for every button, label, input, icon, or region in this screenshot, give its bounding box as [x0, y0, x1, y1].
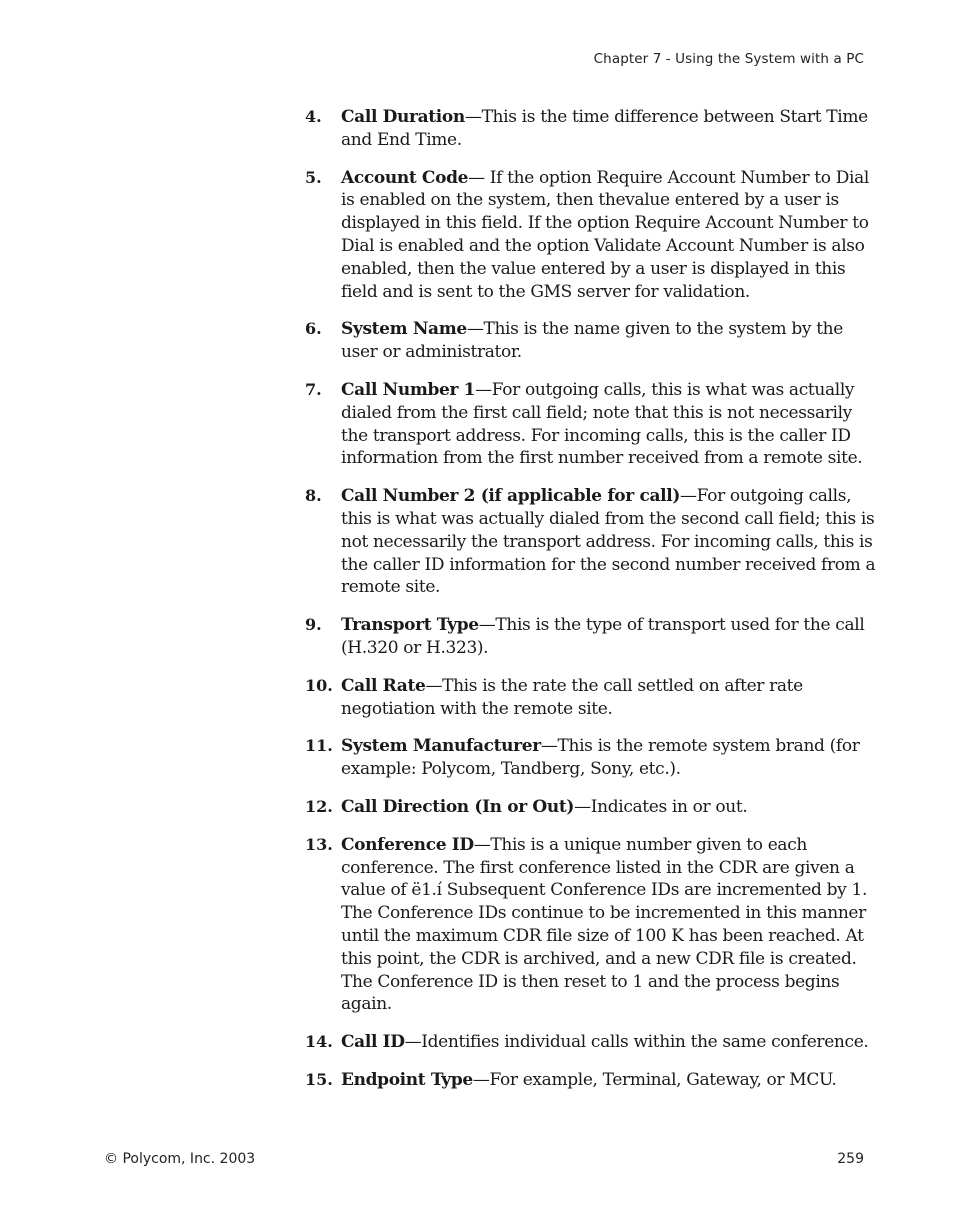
list-item: [305, 106, 877, 152]
item-term: Call Number 2 (if applicable for call): [341, 486, 681, 507]
item-description: —This is the remote system brand (for example: Polycom, Tandberg, Sony, etc.).: [341, 736, 860, 780]
item-description: —For example, Terminal, Gateway, or MCU.: [472, 1069, 837, 1090]
item-term: System Name: [341, 319, 467, 340]
list-item: [305, 485, 877, 599]
list-item: [305, 379, 877, 470]
item-number: 6.: [305, 319, 322, 339]
item-term: Call Number 1: [341, 379, 476, 400]
item-number: 4.: [305, 107, 322, 126]
item-number: 12.: [305, 796, 333, 816]
item-description: —Identifies individual calls within the same conference.: [404, 1032, 869, 1053]
running-header: Chapter 7 - Using the System with a PC: [593, 51, 864, 67]
item-number: 13.: [305, 834, 333, 854]
item-description: —This is the type of transport used for the call (H.320 or H.323).: [341, 615, 865, 658]
item-description: —Indicates in or out.: [574, 796, 748, 817]
list-item: [305, 796, 877, 819]
item-description: —This is a unique number given to each conference. The first conference listed in the CDR are given a value of ë1.í Subsequent Conference IDs are incremented by 1. The Conference IDs continue to be incremented in this manner until the maximum CDR file size of 100 K has been reached. At this point, the CDR is archived, and a new CDR file is created. The Conference ID is then reset to 1 and the process begins again.: [341, 834, 868, 1015]
item-term: Call Rate: [341, 675, 426, 696]
item-term: System Manufacturer: [341, 736, 541, 757]
list-item: [305, 318, 877, 364]
footer-copyright: © Polycom, Inc. 2003: [104, 1151, 256, 1167]
item-number: 11.: [305, 736, 333, 756]
item-number: 8.: [305, 486, 322, 506]
item-number: 10.: [305, 675, 333, 695]
item-description: — If the option Require Account Number to Dial is enabled on the system, then thevalue entered by a user is displayed in this field. If the option Require Account Number to Dial is enabled and the option Validate Account Number is also enabled, then the value entered by a user is displayed in this field and is sent to the GMS server for validation.: [341, 167, 869, 302]
item-description: —This is the name given to the system by the user or administrator.: [341, 319, 843, 363]
item-number: 14.: [305, 1032, 333, 1052]
item-term: Transport Type: [341, 615, 479, 636]
item-term: Endpoint Type: [341, 1069, 473, 1090]
list-item: [305, 675, 877, 721]
list-item: [305, 1069, 877, 1092]
field-definition-list: [305, 106, 877, 1092]
item-term: Account Code: [341, 167, 469, 188]
item-term: Call ID: [341, 1032, 405, 1053]
item-number: 5.: [305, 167, 322, 187]
item-number: 9.: [305, 615, 322, 635]
item-description: —For outgoing calls, this is what was actually dialed from the second call field; this is not necessarily the transport address. For incoming calls, this is the caller ID information for the second number received from a remote site.: [341, 486, 876, 598]
item-description: —For outgoing calls, this is what was actually dialed from the first call field; note that this is not necessarily the transport address. For incoming calls, this is the caller ID information from the first number received from a remote site.: [341, 379, 863, 469]
footer-page-number: 259: [837, 1151, 864, 1167]
list-item: [305, 735, 877, 781]
item-description: —This is the rate the call settled on after rate negotiation with the remote site.: [341, 675, 803, 719]
list-item: [305, 1031, 877, 1054]
main-content: [305, 106, 877, 1107]
item-number: 7.: [305, 379, 322, 399]
item-number: 15.: [305, 1069, 333, 1089]
list-item: [305, 834, 877, 1016]
list-item: [305, 614, 877, 660]
item-term: Call Direction (In or Out): [341, 796, 575, 817]
item-description: —This is the time difference between Start Time and End Time.: [341, 107, 868, 150]
list-item: [305, 167, 877, 304]
item-term: Call Duration: [341, 107, 465, 127]
item-term: Conference ID: [341, 834, 474, 855]
